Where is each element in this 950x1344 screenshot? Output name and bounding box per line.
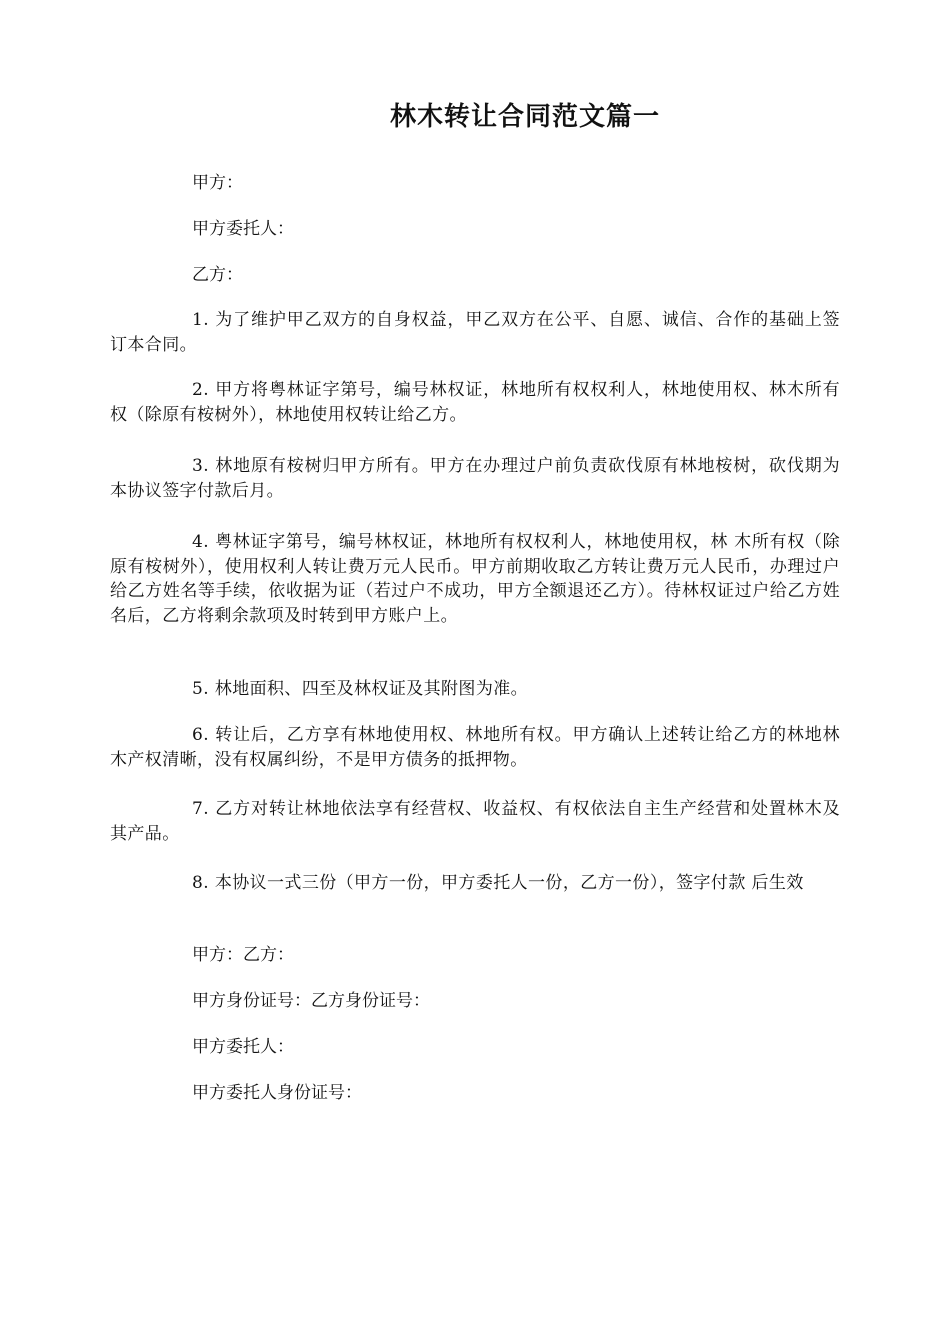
clause-3: 3. 林地原有桉树归甲方所有。甲方在办理过户前负责砍伐原有林地桉树，砍伐期为本协议签字付款后月。: [110, 456, 840, 501]
clause-1: 1. 为了维护甲乙双方的自身权益，甲乙双方在公平、自愿、诚信、合作的基础上签订本合同。: [110, 310, 840, 355]
clause-2: 2. 甲方将粤林证字第号，编号林权证，林地所有权权利人，林地使用权、林木所有权（除原有桉树外），林地使用权转让给乙方。: [110, 380, 840, 425]
signature-parties-line: 甲方：乙方：: [192, 945, 294, 965]
party-a-agent-line: 甲方委托人：: [192, 219, 294, 239]
party-b-line: 乙方：: [192, 265, 243, 285]
clause-7: 7. 乙方对转让林地依法享有经营权、收益权、有权依法自主生产经营和处置林木及其产品。: [110, 799, 840, 844]
signature-agent-id-line: 甲方委托人身份证号：: [192, 1083, 362, 1103]
signature-id-line: 甲方身份证号：乙方身份证号：: [192, 991, 430, 1011]
party-a-line: 甲方：: [192, 173, 243, 193]
signature-agent-line: 甲方委托人：: [192, 1037, 294, 1057]
document-title: 林木转让合同范文篇一: [389, 102, 660, 132]
clause-5: 5. 林地面积、四至及林权证及其附图为准。: [192, 679, 529, 699]
clause-6: 6. 转让后，乙方享有林地使用权、林地所有权。甲方确认上述转让给乙方的林地林木产权清晰，没有权属纠纷，不是甲方债务的抵押物。: [110, 725, 840, 770]
clause-4: 4. 粤林证字第号，编号林权证，林地所有权权利人，林地使用权，林 木所有权（除原有桉树外），使用权利人转让费万元人民币。甲方前期收取乙方转让费万元人民币，办理过户给乙方姓名等手续，依收据为证（若过户不成功，甲方全额退还乙方）。待林权证过户给乙方姓名后，乙方将剩余款项及时转到甲方账户上。: [110, 532, 840, 626]
clause-8: 8. 本协议一式三份（甲方一份，甲方委托人一份，乙方一份），签字付款 后生效: [192, 873, 804, 893]
